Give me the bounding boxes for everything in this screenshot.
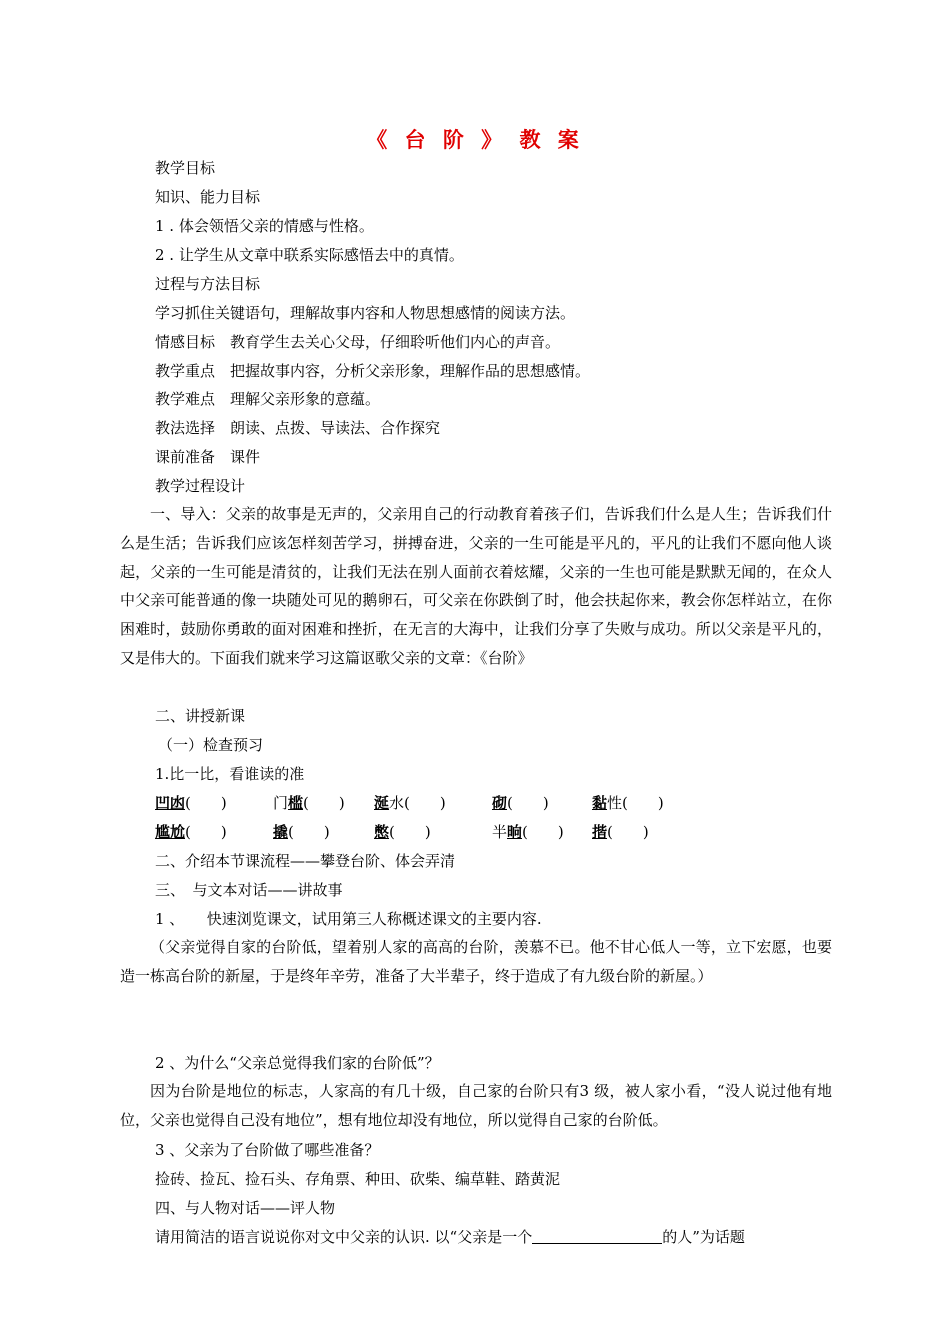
teaching-difficulty: 教学难点 理解父亲形象的意蕴。 bbox=[155, 390, 381, 408]
section-4-heading: 四、与人物对话——评人物 bbox=[155, 1199, 336, 1217]
page-title: 《 台 阶 》 教 案 bbox=[366, 127, 584, 152]
word-item: 尴尬( ) bbox=[155, 823, 227, 841]
question-3: 3 、父亲为了台阶做了哪些准备？ bbox=[155, 1141, 380, 1159]
heading-process-goals: 过程与方法目标 bbox=[155, 275, 261, 293]
final-prompt-suffix: 的人”为话题 bbox=[662, 1228, 745, 1246]
subsection-preview-check: （一）检查预习 bbox=[158, 736, 264, 754]
goal-item-1: 1 . 体会领悟父亲的情感与性格。 bbox=[155, 217, 374, 235]
intro-paragraph bbox=[120, 500, 832, 673]
class-preparation: 课前准备 课件 bbox=[155, 448, 261, 466]
emotion-goal: 情感目标 教育学生去关心父母，仔细聆听他们内心的声音。 bbox=[155, 333, 561, 351]
fill-in-blank bbox=[532, 1229, 662, 1244]
section-3-heading: 三、 与文本对话——讲故事 bbox=[155, 881, 343, 899]
word-item: 揩( ) bbox=[592, 823, 649, 841]
pronunciation-prompt: 1.比一比，看谁读的准 bbox=[155, 765, 305, 783]
word-item: 憋( ) bbox=[374, 823, 431, 841]
final-prompt bbox=[155, 1227, 745, 1247]
answer-1-text: （父亲觉得自家的台阶低，望着别人家的高高的台阶，羡慕不已。他不甘心低人一等，立下宏愿，也要造一栋高台阶的新屋，于是终年辛劳，准备了大半辈子，终于造成了有九级台阶的新屋。） bbox=[120, 938, 832, 985]
goal-item-2: 2 . 让学生从文章中联系实际感悟去中的真情。 bbox=[155, 246, 464, 264]
word-item: 涎水( ) bbox=[374, 794, 446, 812]
answer-2-text: 因为台阶是地位的标志，人家高的有几十级，自己家的台阶只有3 级，被人家小看，“没人说过他有地位，父亲也觉得自己没有地位”，想有地位却没有地位，所以觉得自己家的台阶低。 bbox=[120, 1082, 832, 1129]
lesson-flow-intro: 二、介绍本节课流程——攀登台阶、体会弄清 bbox=[155, 852, 456, 870]
section-2-heading: 二、讲授新课 bbox=[155, 707, 246, 725]
heading-teaching-goals: 教学目标 bbox=[155, 159, 216, 177]
word-item: 门槛( ) bbox=[273, 794, 345, 812]
question-2: 2 、为什么“父亲总觉得我们家的台阶低”？ bbox=[155, 1054, 440, 1072]
word-item: 砌( ) bbox=[492, 794, 549, 812]
teaching-focus: 教学重点 把握故事内容，分析父亲形象，理解作品的思想感情。 bbox=[155, 362, 591, 380]
answer-3: 捡砖、捡瓦、捡石头、存角票、种田、砍柴、编草鞋、踏黄泥 bbox=[155, 1170, 561, 1188]
word-item: 凹凼( ) bbox=[155, 794, 227, 812]
intro-text: 一、导入：父亲的故事是无声的，父亲用自己的行动教育着孩子们，告诉我们什么是人生；告诉我们什么是生活；告诉我们应该怎样刻苦学习，拼搏奋进，父亲的一生可能是平凡的，平凡的让我们不愿向他人谈起，父亲的一生可能是清贫的，让我们无法在别人面前衣着炫耀，父亲的一生也可能是默默无闻的，在众人中父亲可能普通的像一块随处可见的鹅卵石，可父亲在你跌倒了时，他会扶起你来，教会你怎样站立，在你困难时，鼓励你勇敢的面对困难和挫折，在无言的大海中，让我们分享了失败与成功。所以父亲是平凡的，又是伟大的。下面我们就来学习这篇讴歌父亲的文章：《台阶》 bbox=[120, 505, 832, 667]
word-item: 撬( ) bbox=[273, 823, 330, 841]
process-goal-text: 学习抓住关键语句，理解故事内容和人物思想感情的阅读方法。 bbox=[155, 304, 576, 322]
answer-2-paragraph bbox=[120, 1077, 832, 1135]
teaching-methods: 教法选择 朗读、点拨、导读法、合作探究 bbox=[155, 419, 441, 437]
word-item: 半晌( ) bbox=[492, 823, 564, 841]
question-1: 1 、 快速浏览课文，试用第三人称概述课文的主要内容. bbox=[155, 910, 542, 928]
heading-knowledge-goals: 知识、能力目标 bbox=[155, 188, 261, 206]
final-prompt-prefix: 请用简洁的语言说说你对文中父亲的认识. 以“父亲是一个 bbox=[155, 1228, 533, 1246]
word-item: 黏性( ) bbox=[592, 794, 664, 812]
answer-1-paragraph bbox=[120, 933, 832, 991]
process-design-heading: 教学过程设计 bbox=[155, 477, 246, 495]
